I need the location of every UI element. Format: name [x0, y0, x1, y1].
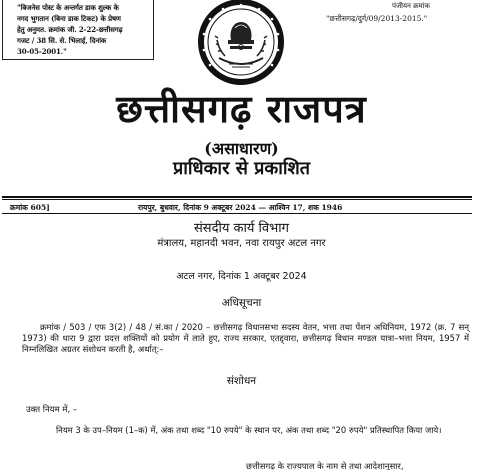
rule-intro: उक्त नियम में, –: [26, 405, 78, 415]
notification-heading: अधिसूचना: [221, 297, 262, 309]
postal-permit-box: [2, 0, 154, 60]
place-date: अटल नगर, दिनांक 1 अक्टूबर 2024: [176, 271, 307, 282]
postal-line: नगद भुगतान (बिना डाक टिकट) के प्रेषण: [17, 14, 121, 23]
published-by-authority: प्राधिकार से प्रकाशित: [172, 158, 311, 179]
signature-line: छत्तीसगढ़ के राज्यपाल के नाम से तथा आदेशानुसार,: [246, 461, 404, 470]
issue-number: क्रमांक 605]: [10, 203, 50, 212]
notification-paragraph: क्रमांक / 503 / एफ 3(2) / 48 / सं.का / 2020 – छत्तीसगढ़ विधानसभा सदस्य वेतन, भत्ता तथा पेंशन अधिनियम, 1972 (क्र. 7 सन् 1973) की धारा 9 द्वारा प्रदत्त शक्तियों को प्रयोग में लाते हुए, राज्य सरकार, एतद्द्वारा, छत्तीसगढ़ विधान मण्डल यात्रा–भत्ता नियम, 1957 में निम्नलिखित अग्रतर संशोधन करती है, अर्थात्:–: [22, 322, 469, 354]
postal-line: 30-05-2001.": [17, 47, 67, 56]
double-rule: [2, 199, 472, 200]
postal-line: "बिजनेस पोस्ट के अन्तर्गत डाक शुल्क के: [17, 3, 119, 12]
registration-label: पंजीयन क्रमांक: [392, 2, 430, 10]
issue-date: रायपुर, बुधवार, दिनांक 9 अक्टूबर 2024 — आश्विन 17, शक 1946: [138, 203, 343, 212]
amendment-paragraph: नियम 3 के उप–नियम (1–क) में, अंक तथा शब्द "10 रुपये" के स्थान पर, अंक तथा शब्द "20 रुपये" प्रतिस्थापित किया जाये।: [56, 425, 442, 435]
postal-line: हेतु अनुमत. क्रमांक जी. 2-22-छत्तीसगढ़: [17, 25, 123, 34]
registration-number: "छत्तीसगढ़/दुर्ग/09/2013-2015.": [326, 14, 428, 23]
gazette-title: छत्तीसगढ़ राजपत्र: [116, 86, 367, 131]
extraordinary-label: (असाधारण): [204, 139, 279, 158]
state-emblem-icon: [179, 0, 303, 86]
department-name: संसदीय कार्य विभाग: [194, 221, 289, 236]
department-address: मंत्रालय, महानदी भवन, नवा रायपुर अटल नगर: [157, 238, 326, 249]
amendment-heading: संशोधन: [226, 375, 257, 387]
postal-line: गजट / 38 सि. से. भिलाई, दिनांक: [17, 36, 107, 45]
issue-bar: [2, 196, 472, 214]
